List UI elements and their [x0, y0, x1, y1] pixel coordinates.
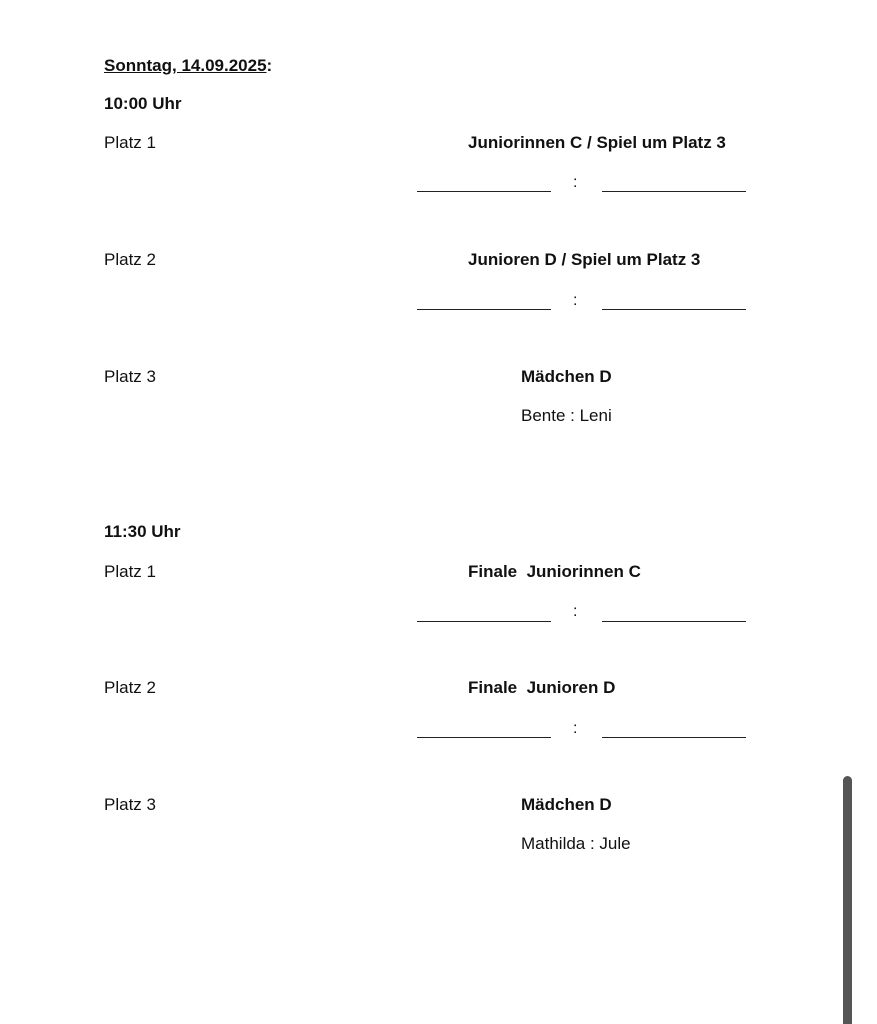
date-suffix: : — [266, 56, 273, 75]
score-blank-away — [602, 309, 746, 310]
score-blank-home — [417, 309, 551, 310]
field-label: Platz 2 — [104, 250, 156, 269]
score-blank-away — [602, 191, 746, 192]
match-pairing: Bente : Leni — [521, 406, 612, 425]
date-label: Sonntag, 14.09.2025 — [104, 56, 267, 75]
score-blank-away — [602, 621, 746, 622]
score-separator: : — [573, 720, 578, 737]
match-title: Mädchen D — [521, 795, 612, 814]
score-blank-home — [417, 621, 551, 622]
score-blank-home — [417, 191, 551, 192]
time-slot-1000: 10:00 Uhr — [104, 94, 182, 113]
score-separator: : — [573, 292, 578, 309]
match-pairing: Mathilda : Jule — [521, 834, 631, 853]
score-separator: : — [573, 174, 578, 191]
date-heading — [104, 56, 272, 76]
match-title: Juniorinnen C / Spiel um Platz 3 — [468, 133, 726, 152]
match-title: Finale Juniorinnen C — [468, 562, 641, 581]
match-title: Mädchen D — [521, 367, 612, 386]
score-separator: : — [573, 603, 578, 620]
field-label: Platz 3 — [104, 367, 156, 386]
field-label: Platz 3 — [104, 795, 156, 814]
field-label: Platz 1 — [104, 562, 156, 581]
vertical-scrollbar[interactable] — [843, 776, 852, 1024]
field-label: Platz 1 — [104, 133, 156, 152]
match-title: Finale Junioren D — [468, 678, 616, 697]
score-blank-away — [602, 737, 746, 738]
time-slot-1130: 11:30 Uhr — [104, 522, 181, 541]
match-title: Junioren D / Spiel um Platz 3 — [468, 250, 701, 269]
score-blank-home — [417, 737, 551, 738]
field-label: Platz 2 — [104, 678, 156, 697]
